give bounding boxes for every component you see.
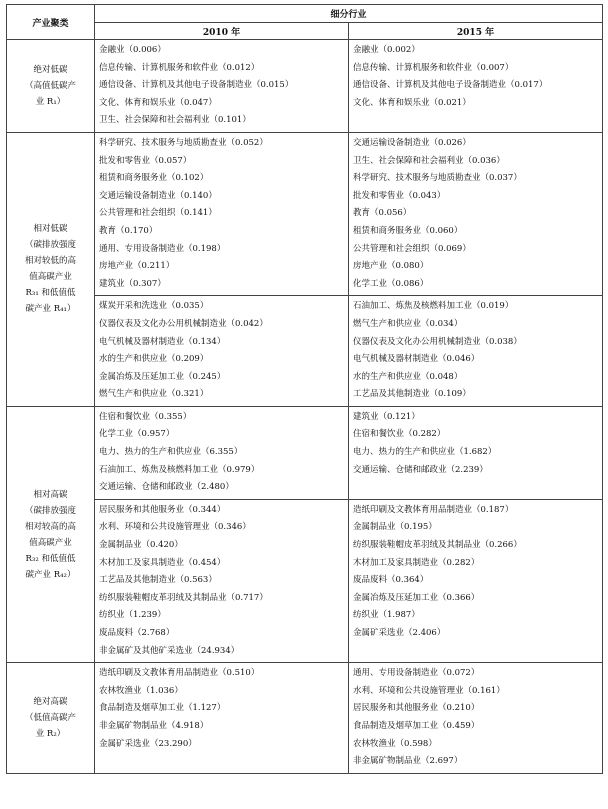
industry-item: 金属制品业（0.420） — [99, 540, 183, 551]
industry-item: 金属制品业（0.195） — [353, 522, 437, 533]
industries-2015-cell — [349, 40, 603, 133]
category-cell — [7, 132, 95, 406]
industry-item: 居民服务和其他服务业（0.210） — [353, 703, 480, 714]
industry-item: 煤炭开采和洗选业（0.035） — [99, 301, 209, 312]
industry-item: 农林牧渔业（0.598） — [353, 738, 437, 749]
industry-item: 房地产业（0.080） — [353, 261, 429, 272]
industry-item: 工艺品及其他制造业（0.109） — [353, 389, 471, 400]
industry-item: 电力、热力的生产和供应业（1.682） — [353, 447, 497, 458]
industries-2015-cell — [349, 132, 603, 295]
industry-item: 通用、专用设备制造业（0.072） — [353, 668, 480, 679]
industry-item: 废品废料（2.768） — [99, 628, 175, 638]
industry-item: 水的生产和供应业（0.209） — [99, 354, 209, 365]
category-line: 业 R₁） — [35, 96, 66, 107]
industry-item: 公共管理和社会组织（0.141） — [99, 208, 217, 219]
category-line: 绝对低碳 — [33, 64, 68, 75]
category-cell — [7, 663, 95, 774]
industry-item: 教育（0.170） — [99, 225, 158, 236]
category-line: 相对较高的高 — [24, 521, 76, 532]
industries-2010-cell — [95, 296, 349, 407]
industry-item: 造纸印刷及文教体育用品制造业（0.187） — [353, 504, 514, 515]
table-row — [7, 40, 603, 133]
category-line: R₃₂ 和低值低 — [25, 553, 76, 564]
industry-item: 石油加工、炼焦及核燃料加工业（0.019） — [353, 301, 514, 312]
industry-item: 水利、环境和公共设施管理业（0.346） — [99, 522, 251, 533]
category-cell — [7, 406, 95, 662]
category-line: 业 R₂） — [35, 728, 66, 739]
industry-cluster-table — [6, 4, 603, 774]
industry-item: 信息传输、计算机服务和软件业（0.007） — [353, 62, 514, 73]
table-header — [7, 5, 603, 40]
industry-item: 造纸印刷及文教体育用品制造业（0.510） — [99, 668, 260, 679]
industry-item: 交通运输、仓储和邮政业（2.480） — [99, 482, 234, 493]
industry-item: 文化、体育和娱乐业（0.047） — [99, 97, 217, 108]
table-row — [7, 296, 603, 407]
industries-2010-cell — [95, 406, 349, 499]
industry-item: 房地产业（0.211） — [99, 261, 175, 272]
industry-item: 纺织业（1.987） — [353, 610, 420, 621]
industry-item: 水利、环境和公共设施管理业（0.161） — [353, 685, 505, 696]
category-line: R₃₁ 和低值低 — [25, 288, 76, 299]
industries-2015-cell — [349, 296, 603, 407]
industry-item: 金属冶炼及压延加工业（0.245） — [99, 371, 226, 382]
industry-item: 卫生、社会保障和社会福利业（0.036） — [353, 155, 505, 166]
industry-item: 化学工业（0.957） — [99, 429, 175, 440]
industry-item: 木材加工及家具制造业（0.282） — [353, 557, 480, 568]
industry-item: 文化、体育和娱乐业（0.021） — [353, 97, 471, 108]
industry-item: 卫生、社会保障和社会福利业（0.101） — [99, 115, 251, 126]
industry-item: 燃气生产和供应业（0.034） — [353, 318, 463, 329]
industry-item: 批发和零售业（0.043） — [353, 190, 446, 201]
industry-item: 交通运输、仓储和邮政业（2.239） — [353, 464, 488, 475]
industry-item: 纺织服装鞋帽皮革羽绒及其制品业（0.717） — [99, 592, 268, 603]
industry-item: 食品制造及烟草加工业（0.459） — [353, 720, 480, 731]
industry-item: 通信设备、计算机及其他电子设备制造业（0.017） — [353, 80, 548, 91]
industry-item: 租赁和商务服务业（0.102） — [99, 173, 209, 184]
industry-item: 建筑业（0.307） — [99, 278, 166, 289]
industry-item: 教育（0.056） — [353, 208, 412, 219]
category-line: （低值高碳产 — [24, 712, 76, 723]
industry-item: 仪器仪表及文化办公用机械制造业（0.042） — [99, 318, 268, 329]
industry-item: 废品废料（0.364） — [353, 575, 429, 586]
industries-2010-cell — [95, 132, 349, 295]
header-year-2010: 2010 年 — [95, 23, 349, 40]
table-body — [7, 40, 603, 774]
industries-2015-cell — [349, 499, 603, 662]
industry-item: 非金属矿物制品业（4.918） — [99, 720, 209, 731]
industry-item: 木材加工及家具制造业（0.454） — [99, 557, 226, 568]
industry-item: 纺织业（1.239） — [99, 610, 166, 621]
industry-item: 批发和零售业（0.057） — [99, 155, 192, 166]
table-row — [7, 132, 603, 295]
industry-item: 电气机械及器材制造业（0.046） — [353, 354, 480, 365]
industry-item: 居民服务和其他服务业（0.344） — [99, 504, 226, 515]
header-year-2015: 2015 年 — [349, 23, 603, 40]
industry-item: 建筑业（0.121） — [353, 411, 420, 422]
industries-2010-cell — [95, 663, 349, 774]
category-line: 碳产业 R₄₂） — [25, 569, 76, 580]
industry-item: 交通运输设备制造业（0.026） — [353, 137, 471, 148]
industry-item: 电气机械及器材制造业（0.134） — [99, 336, 226, 347]
industry-item: 非金属矿及其他矿采选业（24.934） — [99, 645, 240, 656]
industry-item: 仪器仪表及文化办公用机械制造业（0.038） — [353, 336, 522, 347]
header-sub-industry: 细分行业 — [95, 5, 603, 23]
industry-item: 科学研究、技术服务与地质勘查业（0.037） — [353, 173, 522, 184]
industries-2015-cell — [349, 406, 603, 499]
table-row — [7, 499, 603, 662]
industry-item: 金融业（0.002） — [353, 45, 420, 55]
industry-item: 通用、专用设备制造业（0.198） — [99, 243, 226, 254]
category-line: （碳排放强度 — [24, 240, 76, 251]
industry-item: 公共管理和社会组织（0.069） — [353, 243, 471, 254]
industry-item: 住宿和餐饮业（0.355） — [99, 411, 192, 422]
header-category: 产业聚类 — [7, 5, 95, 40]
category-line: （碳排放强度 — [24, 505, 76, 516]
industry-item: 金属矿采选业（23.290） — [99, 738, 197, 749]
category-line: 碳产业 R₄₁） — [25, 304, 76, 315]
industry-item: 纺织服装鞋帽皮革羽绒及其制品业（0.266） — [353, 540, 522, 551]
category-line: 值高碳产业 — [29, 537, 72, 548]
industry-item: 非金属矿物制品业（2.697） — [353, 756, 463, 767]
industries-2010-cell — [95, 40, 349, 133]
industry-item: 化学工业（0.086） — [353, 278, 429, 289]
industry-item: 信息传输、计算机服务和软件业（0.012） — [99, 62, 260, 73]
industry-item: 电力、热力的生产和供应业（6.355） — [99, 447, 243, 458]
industry-item: 水的生产和供应业（0.048） — [353, 371, 463, 382]
industry-item: 租赁和商务服务业（0.060） — [353, 225, 463, 236]
industries-2010-cell — [95, 499, 349, 662]
industry-item: 燃气生产和供应业（0.321） — [99, 389, 209, 400]
industry-item: 通信设备、计算机及其他电子设备制造业（0.015） — [99, 80, 294, 91]
industry-item: 农林牧渔业（1.036） — [99, 685, 183, 696]
category-line: 相对较低的高 — [24, 256, 76, 267]
table-row — [7, 406, 603, 499]
industry-item: 金融业（0.006） — [99, 45, 166, 55]
industry-item: 住宿和餐饮业（0.282） — [353, 429, 446, 440]
category-line: 值高碳产业 — [29, 272, 72, 283]
industry-item: 交通运输设备制造业（0.140） — [99, 190, 217, 201]
industry-item: 工艺品及其他制造业（0.563） — [99, 575, 217, 586]
industry-item: 金属冶炼及压延加工业（0.366） — [353, 592, 480, 603]
category-line: 相对高碳 — [33, 489, 68, 500]
industry-item: 石油加工、炼焦及核燃料加工业（0.979） — [99, 464, 260, 475]
industries-2015-cell — [349, 663, 603, 774]
category-cell — [7, 40, 95, 133]
category-line: 绝对高碳 — [33, 696, 68, 707]
category-line: （高值低碳产 — [24, 80, 76, 91]
table-row — [7, 663, 603, 774]
industry-item: 食品制造及烟草加工业（1.127） — [99, 703, 226, 714]
industry-item: 金属矿采选业（2.406） — [353, 628, 446, 638]
category-line: 相对低碳 — [33, 224, 68, 235]
industry-item: 科学研究、技术服务与地质勘查业（0.052） — [99, 137, 268, 148]
